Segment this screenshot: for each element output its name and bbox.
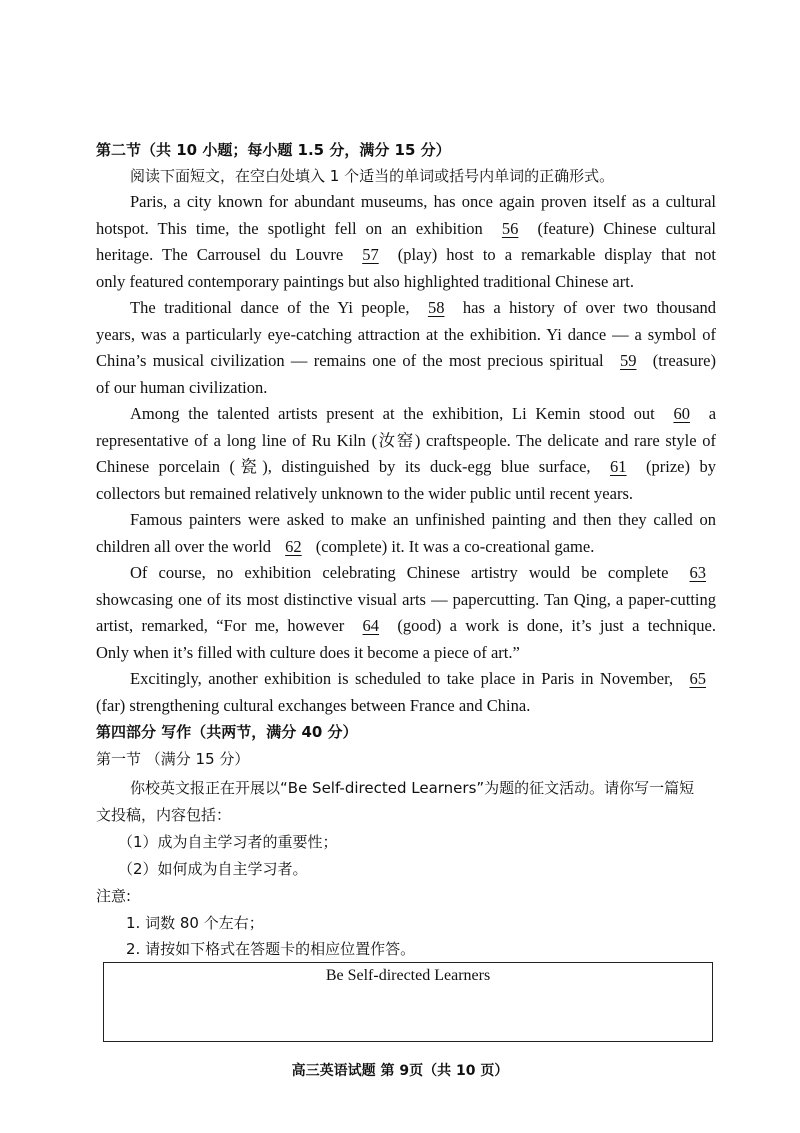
passage-line	[96, 456, 716, 478]
passage-line	[96, 244, 716, 266]
passage-text: (complete) it. It was a co-creational game.	[315, 537, 595, 556]
part-heading: 第四部分 写作（共两节，满分 40 分）	[96, 723, 358, 741]
passage-line	[96, 350, 716, 372]
passage-text: (good) a work is done, it’s just a technique.	[397, 616, 716, 635]
passage-line: years, was a particularly eye-catching attraction at the exhibition. Yi dance — a symbol of	[96, 325, 716, 344]
task-point: （2）如何成为自主学习者。	[118, 860, 308, 878]
note-item: 1. 词数 80 个左右；	[126, 914, 264, 932]
passage-text: China’s musical civilization — remains one of the most precious spiritual	[96, 351, 604, 370]
passage-line	[96, 536, 716, 558]
passage-text: children all over the world	[96, 537, 272, 556]
passage-line	[130, 403, 716, 425]
passage-line: Famous painters were asked to make an unfinished painting and then they called on	[130, 510, 716, 529]
note-item: 2. 请按如下格式在答题卡的相应位置作答。	[126, 940, 416, 958]
task-point: （1）成为自主学习者的重要性；	[118, 833, 338, 851]
passage-text: has a history of over two thousand	[462, 298, 717, 317]
passage-line: showcasing one of its most distinctive visual arts — papercutting. Tan Qing, a paper-cutting	[96, 590, 716, 609]
passage-text: (prize) by	[646, 457, 716, 476]
passage-text: Of course, no exhibition celebrating Chinese artistry would be complete	[130, 563, 669, 582]
blank-63: 63	[689, 563, 706, 582]
section-heading: 第二节（共 10 小题；每小题 1.5 分，满分 15 分）	[96, 141, 451, 159]
passage-line	[130, 297, 716, 319]
passage-line	[130, 562, 716, 584]
blank-62: 62	[285, 537, 302, 556]
passage-line	[96, 218, 716, 240]
answer-box-title: Be Self-directed Learners	[325, 967, 491, 984]
blank-61: 61	[610, 457, 627, 476]
passage-line: (far) strengthening cultural exchanges between France and China.	[96, 696, 531, 715]
answer-box	[103, 962, 713, 1042]
passage-line: Paris, a city known for abundant museums, has once again proven itself as a cultural	[130, 192, 716, 211]
page-footer: 高三英语试题 第 9页（共 10 页）	[291, 1063, 509, 1079]
passage-text: hotspot. This time, the spotlight fell on an exhibition	[96, 219, 483, 238]
blank-60: 60	[673, 404, 690, 423]
passage-text: a	[708, 404, 717, 423]
blank-56: 56	[501, 219, 519, 238]
passage-line: collectors but remained relatively unknown to the wider public until recent years.	[96, 484, 633, 503]
passage-text: (treasure)	[652, 351, 717, 370]
passage-text: artist, remarked, “For me, however	[96, 616, 345, 635]
passage-line	[96, 615, 716, 637]
blank-59: 59	[619, 351, 637, 370]
blank-57: 57	[362, 245, 379, 264]
blank-65: 65	[689, 669, 706, 688]
passage-text: (play) host to a remarkable display that not	[397, 245, 716, 264]
passage-line: Only when it’s filled with culture does it become a piece of art.”	[96, 643, 520, 662]
passage-line: representative of a long line of Ru Kiln (汝窑) craftspeople. The delicate and rare style of	[96, 431, 716, 450]
passage-line: only featured contemporary paintings but also highlighted traditional Chinese art.	[96, 272, 634, 291]
blank-58: 58	[427, 298, 445, 317]
passage-line: of our human civilization.	[96, 378, 268, 397]
passage-text: heritage. The Carrousel du Louvre	[96, 245, 344, 264]
task-text: 你校英文报正在开展以“Be Self-directed Learners”为题的征文活动。请你写一篇短	[130, 779, 695, 797]
passage-text: Excitingly, another exhibition is scheduled to take place in Paris in November,	[130, 669, 674, 688]
note-label: 注意:	[96, 887, 132, 905]
passage-text: Among the talented artists present at the exhibition, Li Kemin stood out	[130, 404, 655, 423]
section-instruction: 阅读下面短文，在空白处填入 1 个适当的单词或括号内单词的正确形式。	[130, 167, 615, 185]
blank-64: 64	[362, 616, 380, 635]
passage-text: (feature) Chinese cultural	[537, 219, 716, 238]
section-heading: 第一节 （满分 15 分）	[96, 750, 250, 768]
passage-text: Chinese porcelain (瓷), distinguished by its duck-egg blue surface,	[96, 457, 591, 476]
task-text: 文投稿，内容包括：	[96, 806, 232, 824]
passage-text: The traditional dance of the Yi people,	[130, 298, 410, 317]
passage-line	[130, 668, 716, 690]
